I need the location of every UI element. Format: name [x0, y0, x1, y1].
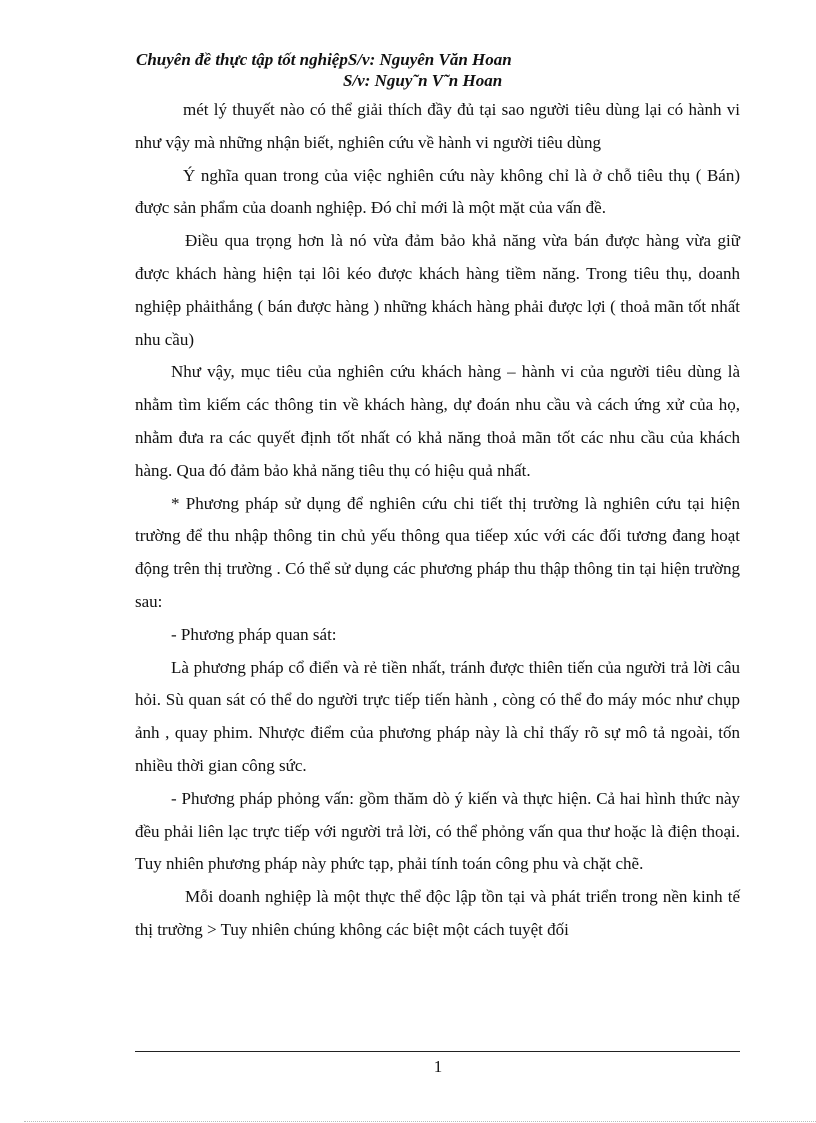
running-header-line-2: S/v: Nguy˜n V˜n Hoan [343, 71, 503, 90]
paragraph: Mỗi doanh nghiệp là một thực thể độc lập tồn tại và phát triển trong nền kinh tế thị trường > Tuy nhiên chúng không các biệt một cách tuyệt đối [135, 887, 740, 939]
paragraph: Là phương pháp cổ điển và rẻ tiền nhất, tránh được thiên tiến của người trả lời câu hỏi. Sù quan sát có thể do người trực tiếp tiến hành , còng có thể đo máy móc như chụp ảnh , quay phim. Nhược điểm của phương pháp này là chỉ thấy rõ sự mô tả ngoài, tốn nhiều thời gian công sức. [135, 657, 740, 775]
paragraph: * Phương pháp sử dụng để nghiên cứu chi tiết thị trường là nghiên cứu tại hiện trường để thu nhập thông tin chủ yếu thông qua tiếep xúc với các đối tương đang hoạt động trên thị trường . Có thể sử dụng các phương pháp thu thập thông tin tại hiện trường sau: [135, 493, 740, 611]
paragraph: - Phương pháp quan sát: [171, 624, 337, 644]
body-text [135, 94, 740, 947]
paragraph: - Phương pháp phỏng vấn: gồm thăm dò ý kiến và thực hiện. Cả hai hình thức này đều phải liên lạc trực tiếp với người trả lời, có thể phỏng vấn qua thư hoặc là điện thoại. Tuy nhiên phương pháp này phức tạp, phải tính toán công phu và chặt chẽ. [135, 788, 740, 874]
paragraph: Điều qua trọng hơn là nó vừa đảm bảo khả năng vừa bán được hàng vừa giữ được khách hàng hiện tại lôi kéo được khách hàng tiềm năng. Trong tiêu thụ, doanh nghiệp phảithắng ( bán được hàng ) những khách hàng phải được lợi ( thoả mãn tốt nhất nhu cầu) [135, 231, 740, 349]
paragraph: Như vậy, mục tiêu của nghiên cứu khách hàng – hành vi của người tiêu dùng là nhằm tìm kiếm các thông tin về khách hàng, dự đoán nhu cầu và cách ứng xử của họ, nhằm đưa ra các quyết định tốt nhất có khả năng thoả mãn tốt các nhu cầu của khách hàng. Qua đó đảm bảo khả năng tiêu thụ có hiệu quả nhất. [135, 362, 740, 480]
paragraph: mét lý thuyết nào có thể giải thích đầy đủ tại sao người tiêu dùng lại có hành vi như vậy mà những nhận biết, nghiên cứu về hành vi người tiêu dùng [135, 100, 740, 152]
footer-rule [135, 1051, 740, 1052]
page-number: 1 [433, 1057, 443, 1076]
running-header-line-1: Chuyên đề thực tập tốt nghiệpS/v: Nguyên Văn Hoan [136, 50, 512, 69]
paragraph: Ý nghĩa quan trong của việc nghiên cứu này không chỉ là ở chỗ tiêu thụ ( Bán) được sản phẩm của doanh nghiệp. Đó chỉ mới là một mặt của vấn đề. [135, 165, 740, 218]
page-bottom-dotted-edge [24, 1121, 816, 1122]
